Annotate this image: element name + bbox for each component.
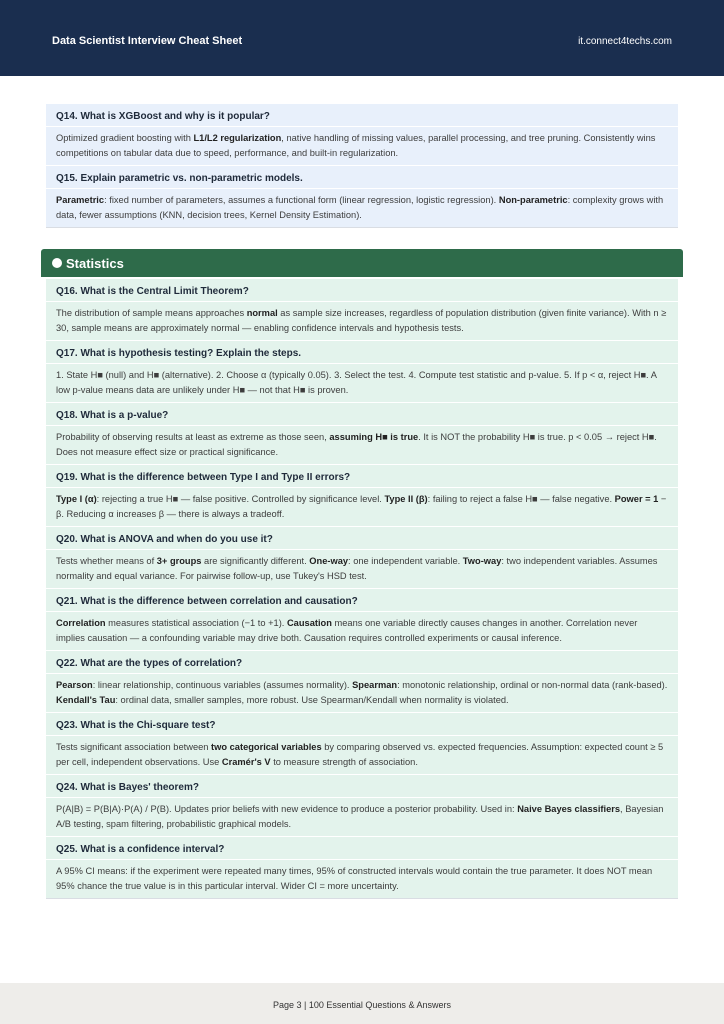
answer-emphasis: Parametric [56,195,105,205]
qa-item [46,465,678,527]
question-heading: Q16. What is the Central Limit Theorem? [56,286,249,297]
answer-segment: A 95% CI means: if the experiment were repeated many times, 95% of constructed intervals would contain the true parameter. It does NOT mean 95% chance the true value is in this particular interval. Wider CI = more uncertainty. [56,866,655,891]
answer-segment: : fixed number of parameters, assumes a functional form (linear regression, logistic regression). [104,195,499,205]
answer-segment: means one variable directly causes changes in another. Correlation never implies causation — a confounding variable may drive both. Causation requires controlled experiments or causal inference. [56,618,640,643]
qa-item [46,837,678,899]
answer-segment: Probability of observing results at least as extreme as those seen, [56,432,330,442]
intro-qa-list [46,104,678,228]
answer-text [46,126,678,166]
qa-item [46,403,678,465]
answer-segment: 1. State H■ (null) and H■ (alternative). 2. Choose α (typically 0.05). 3. Select the test. 4. Compute test statistic and p-value. 5. If p < α, reject H■. A low p-value means data are unlikely under H■ — not that H■ is proven. [56,370,659,395]
answer-emphasis: two categorical variables [211,742,322,752]
qa-item [46,775,678,837]
section-title: Statistics [66,256,124,271]
answer-emphasis: Type II (β) [384,494,428,504]
answer-segment: : complexity grows with data, fewer assumptions (KNN, decision trees, Kernel Density Estimation). [56,195,666,220]
question-heading: Q23. What is the Chi-square test? [56,720,216,731]
answer-emphasis: Kendall's Tau [56,695,116,705]
answer-text [46,611,678,651]
answer-emphasis: 3+ groups [156,556,202,566]
answer-segment: : rejecting a true H■ — false positive. Controlled by significance level. [96,494,385,504]
answer-emphasis: Type I (α) [56,494,97,504]
question-heading: Q15. Explain parametric vs. non-parametric models. [56,173,303,184]
answer-text [46,797,678,837]
answer-text [46,735,678,775]
answer-emphasis: One-way [309,556,349,566]
answer-emphasis: Correlation [56,618,106,628]
answer-segment: P(A|B) = P(B|A)·P(A) / P(B). Updates prior beliefs with new evidence to produce a posterior probability. Used in: [56,804,518,814]
section-header-statistics [41,249,683,277]
document-title: Data Scientist Interview Cheat Sheet [52,35,243,47]
statistics-qa-list [46,279,678,899]
answer-emphasis: Power = 1 [614,494,659,504]
page-header [0,0,724,76]
answer-segment: Optimized gradient boosting with [56,133,194,143]
bullet-dot-icon [52,258,62,268]
answer-segment: : failing to reject a false H■ — false negative. [427,494,615,504]
answer-segment: The distribution of sample means approaches [56,308,247,318]
question-heading: Q21. What is the difference between correlation and causation? [56,596,358,607]
answer-text [46,487,678,527]
question-heading: Q20. What is ANOVA and when do you use it? [56,534,273,545]
qa-item [46,341,678,403]
answer-emphasis: Spearman [352,680,398,690]
answer-text [46,363,678,403]
answer-emphasis: assuming H■ is true [329,432,419,442]
answer-text [46,425,678,465]
qa-item [46,104,678,166]
answer-text [46,301,678,341]
answer-segment: . It is NOT the probability H■ is true. p < 0.05 → reject H■. Does not measure effect size or practical significance. [56,432,660,457]
question-heading: Q25. What is a confidence interval? [56,844,225,855]
answer-segment: , native handling of missing values, parallel processing, and tree pruning. Consistently wins competitions on tabular data due to speed, performance, and built-in regularization. [56,133,659,158]
qa-item [46,527,678,589]
question-heading: Q19. What is the difference between Type I and Type II errors? [56,472,351,483]
answer-text [46,673,678,713]
answer-emphasis: Two-way [462,556,502,566]
question-heading: Q14. What is XGBoost and why is it popular? [56,111,270,122]
answer-segment: : ordinal data, smaller samples, more robust. Use Spearman/Kendall when normality is violated. [115,695,509,705]
qa-item [46,589,678,651]
answer-emphasis: Pearson [56,680,93,690]
question-heading: Q18. What is a p-value? [56,410,169,421]
answer-emphasis: normal [246,308,278,318]
answer-text [46,859,678,899]
answer-text [46,549,678,589]
answer-segment: Tests significant association between [56,742,212,752]
answer-emphasis: Naive Bayes classifiers [517,804,621,814]
site-url: it.connect4techs.com [578,36,672,47]
answer-emphasis: Causation [286,618,332,628]
answer-segment: as sample size increases, regardless of population distribution (given finite variance). With n ≥ 30, sample means are approximately normal — enabling confidence intervals and hypothesis tests. [56,308,669,333]
question-heading: Q24. What is Bayes' theorem? [56,782,199,793]
question-heading: Q22. What are the types of correlation? [56,658,243,669]
qa-item [46,166,678,228]
answer-segment: Tests whether means of [56,556,157,566]
qa-item [46,279,678,341]
answer-segment: to measure strength of association. [270,757,418,767]
answer-emphasis: Cramér's V [221,757,271,767]
qa-item [46,651,678,713]
footer-text: Page 3 | 100 Essential Questions & Answers [273,1000,451,1010]
answer-segment: : two independent variables. Assumes normality and equal variance. For pairwise follow-up, use Tukey's HSD test. [56,556,661,581]
answer-segment: : one independent variable. [348,556,463,566]
question-heading: Q17. What is hypothesis testing? Explain the steps. [56,348,302,359]
answer-segment: are significantly different. [201,556,310,566]
answer-segment: by comparing observed vs. expected frequencies. Assumption: expected count ≥ 5 per cell, independent observations. Use [56,742,666,767]
answer-segment: : monotonic relationship, ordinal or non-normal data (rank-based). [397,680,670,690]
answer-emphasis: Non-parametric [498,195,568,205]
answer-text [46,188,678,228]
answer-emphasis: L1/L2 regularization [193,133,282,143]
answer-segment: measures statistical association (−1 to +1). [105,618,287,628]
answer-segment: − β. Reducing α increases β — there is always a tradeoff. [56,494,669,519]
answer-segment: , Bayesian A/B testing, spam filtering, probabilistic graphical models. [56,804,666,829]
page-footer [0,983,724,1024]
answer-segment: : linear relationship, continuous variables (assumes normality). [92,680,353,690]
qa-item [46,713,678,775]
